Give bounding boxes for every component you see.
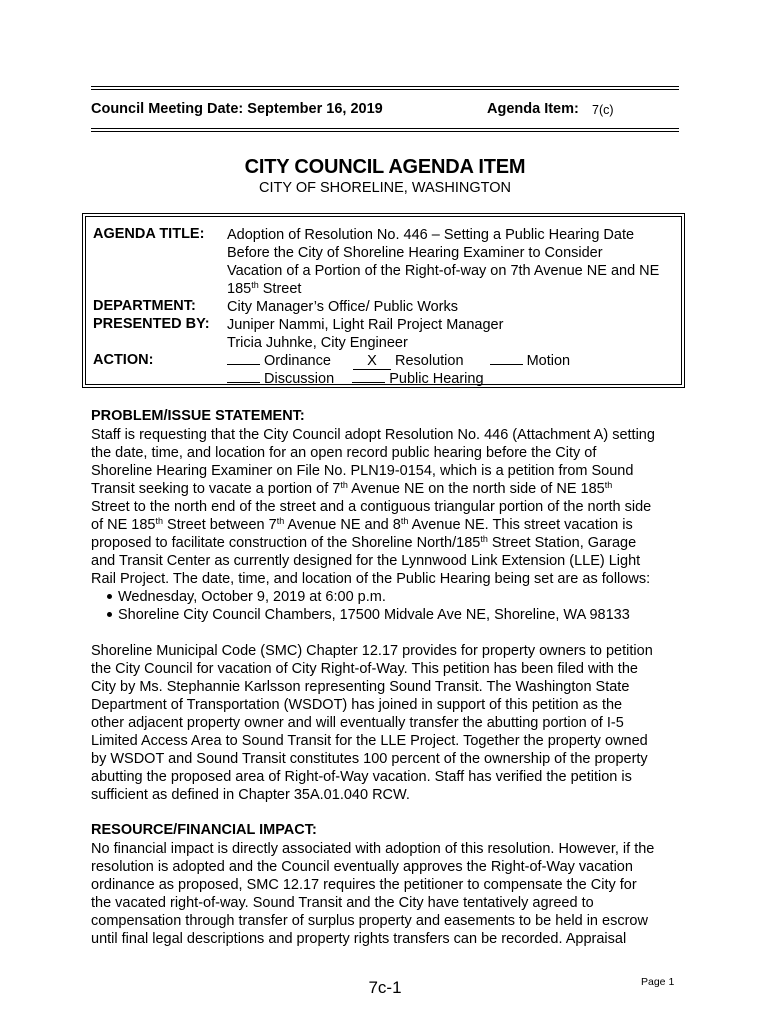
resolution-checkbox-mark: X [353,354,391,370]
department-label: DEPARTMENT: [93,298,196,314]
agenda-info-box [82,213,685,388]
paragraph-line: Transit seeking to vacate a portion of 7th Avenue NE on the north side of NE 185th [91,480,613,497]
agenda-info-box-inner [85,216,682,385]
paragraph-line: Shoreline Municipal Code (SMC) Chapter 12.17 provides for property owners to petition [91,643,653,659]
ordinance-checkbox-line [227,364,260,365]
paragraph-line: Staff is requesting that the City Council adopt Resolution No. 446 (Attachment A) setting [91,427,655,443]
public-hearing-option-label: Public Hearing [389,371,484,387]
action-options [227,352,570,388]
meeting-date: Council Meeting Date: September 16, 2019 [91,101,383,117]
bullet-item [118,589,386,605]
motion-checkbox-line [490,364,523,365]
agenda-title-line: 185th Street [227,280,302,297]
paragraph-line: Street to the north end of the street and a contiguous triangular portion of the north side [91,499,652,515]
agenda-title-line: Adoption of Resolution No. 446 – Setting a Public Hearing Date [227,227,635,243]
agenda-title-line: Before the City of Shoreline Hearing Examiner to Consider [227,245,603,261]
presented-by-label: PRESENTED BY: [93,316,210,332]
header-top-rule [91,86,679,90]
paragraph-line: ordinance as proposed, SMC 12.17 requires the petitioner to compensate the City for [91,877,637,893]
paragraph-line: the date, time, and location for an open record public hearing before the City of [91,445,597,461]
discussion-checkbox-line [227,382,260,383]
document-subtitle: CITY OF SHORELINE, WASHINGTON [259,180,511,196]
paragraph-line: Shoreline Hearing Examiner on File No. PLN19-0154, which is a petition from Sound [91,463,634,479]
bullet-dot-icon [107,612,112,617]
bullet-item [118,607,630,623]
agenda-title-line: Vacation of a Portion of the Right-of-way on 7th Avenue NE and NE [227,263,660,279]
paragraph-line: until final legal descriptions and property rights transfers can be recorded. Appraisal [91,931,627,947]
resource-impact-paragraph [91,840,691,948]
paragraph-line: Rail Project. The date, time, and location of the Public Hearing being set are as follows: [91,571,651,587]
action-options-row [227,352,570,370]
department-value: City Manager’s Office/ Public Works [227,299,459,315]
presenter-name: Tricia Juhnke, City Engineer [227,335,408,351]
page-number: Page 1 [641,976,675,988]
presented-by-value [227,316,503,352]
paragraph-line: sufficient as defined in Chapter 35A.01.040 RCW. [91,787,410,803]
paragraph-line: other adjacent property owner and will eventually transfer the abutting portion of I-5 [91,715,624,731]
paragraph-line: resolution is adopted and the Council eventually approves the Right-of-Way vacation [91,859,633,875]
paragraph-line: the City Council for vacation of City Right-of-Way. This petition has been filed with the [91,661,638,677]
paragraph-line: Limited Access Area to Sound Transit for the LLE Project. Together the property owned [91,733,648,749]
paragraph-line: by WSDOT and Sound Transit constitutes 100 percent of the ownership of the property [91,751,648,767]
paragraph-line: compensation through transfer of surplus property and easements to be held in escrow [91,913,648,929]
document-title: CITY COUNCIL AGENDA ITEM [244,156,526,178]
agenda-title-value [227,226,659,298]
motion-option-label: Motion [526,353,571,369]
resource-impact-heading: RESOURCE/FINANCIAL IMPACT: [91,822,317,838]
paragraph-line: City by Ms. Stephannie Karlsson representing Sound Transit. The Washington State [91,679,630,695]
problem-statement-heading: PROBLEM/ISSUE STATEMENT: [91,408,305,424]
bullet-dot-icon [107,594,112,599]
action-label: ACTION: [93,352,154,368]
paragraph-line: Department of Transportation (WSDOT) has joined in support of this petition as the [91,697,623,713]
paragraph-line: abutting the proposed area of Right-of-Way vacation. Staff has verified the petition is [91,769,632,785]
ordinance-option-label: Ordinance [264,353,331,369]
discussion-option-label: Discussion [264,371,335,387]
public-hearing-checkbox-line [352,382,385,383]
paragraph-line: of NE 185th Street between 7th Avenue NE and 8th Avenue NE. This street vacation is [91,516,633,533]
paragraph-line: proposed to facilitate construction of the Shoreline North/185th Street Station, Garage [91,534,637,551]
agenda-title-label: AGENDA TITLE: [93,226,205,242]
smc-paragraph [91,642,691,804]
action-options-row [227,370,570,388]
agenda-item-label: Agenda Item: [487,101,579,117]
header-bottom-rule [91,128,679,132]
problem-statement-paragraph [91,426,691,588]
bullet-text: Wednesday, October 9, 2019 at 6:00 p.m. [118,589,386,605]
bullet-text: Shoreline City Council Chambers, 17500 Midvale Ave NE, Shoreline, WA 98133 [118,607,630,623]
paragraph-line: the vacated right-of-way. Sound Transit and the City have tentatively agreed to [91,895,594,911]
page-code: 7c-1 [368,978,402,997]
agenda-item-value: 7(c) [592,103,614,117]
paragraph-line: No financial impact is directly associated with adoption of this resolution. However, if the [91,841,655,857]
paragraph-line: and Transit Center as currently designed for the Lynnwood Link Extension (LLE) Light [91,553,641,569]
presenter-name: Juniper Nammi, Light Rail Project Manager [227,317,504,333]
resolution-option-label: Resolution [395,353,464,369]
